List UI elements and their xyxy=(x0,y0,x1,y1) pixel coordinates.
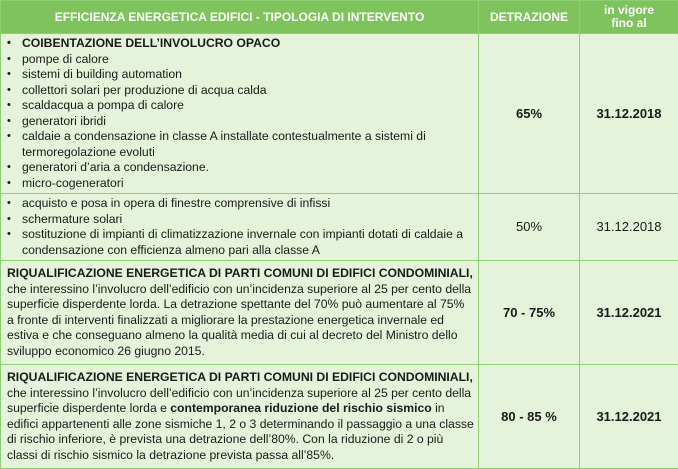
table-row xyxy=(1,34,678,194)
header-deduction: DETRAZIONE xyxy=(479,1,580,34)
valid-until-value: 31.12.2018 xyxy=(580,194,678,261)
header-valid-until xyxy=(580,1,678,34)
deduction-value: 50% xyxy=(479,194,580,261)
intervention-cell xyxy=(1,261,479,365)
intervention-text: in edifici appartenenti alle zone sismiche 1, 2 o 3 determinando il passaggio a una classe di rischio inferiore, è prevista una detrazione dell’80%. Con la riduzione di 2 o più classi di rischio sismico la detrazione prevista passa all’85%. xyxy=(7,401,474,462)
list-item: • micro-cogeneratori xyxy=(7,176,474,192)
table-row xyxy=(1,261,678,365)
intervention-text: che interessino l’involucro dell’edificio con un’incidenza superiore al 25 per cento della superficie disperdente lorda. La detrazione spettante del 70% può aumentare al 75% a fronte di interventi finalizzati a migliorare la prestazione energetica invernale ed estiva e che conseguano almeno la qualità media di cui al decreto del Ministro dello sviluppo economico 26 giugno 2015. xyxy=(7,281,472,358)
deduction-value: 80 - 85 % xyxy=(479,365,580,469)
deduction-value: 70 - 75% xyxy=(479,261,580,365)
intervention-text-emphasis: contemporanea riduzione del rischio sismico xyxy=(170,401,432,415)
intervention-list xyxy=(7,36,474,191)
table-header-row xyxy=(1,1,678,34)
intervention-cell xyxy=(1,365,479,469)
list-item: • COIBENTAZIONE DELL’INVOLUCRO OPACO xyxy=(7,36,474,52)
valid-until-value: 31.12.2018 xyxy=(580,34,678,194)
valid-until-value: 31.12.2021 xyxy=(580,365,678,469)
valid-until-value: 31.12.2021 xyxy=(580,261,678,365)
list-item: • sistemi di building automation xyxy=(7,67,474,83)
intervention-text: che interessino l’involucro dell’edificio con un’incidenza superiore al 25 per cento della superficie disperdente lorda e xyxy=(7,385,472,415)
list-item: • pompe di calore xyxy=(7,52,474,68)
header-intervention-type: EFFICIENZA ENERGETICA EDIFICI - TIPOLOGIA DI INTERVENTO xyxy=(1,1,479,34)
intervention-title: RIQUALIFICAZIONE ENERGETICA DI PARTI COMUNI DI EDIFICI CONDOMINIALI, xyxy=(7,370,473,384)
list-item: • generatori ibridi xyxy=(7,114,474,130)
table-row xyxy=(1,194,678,261)
deduction-value: 65% xyxy=(479,34,580,194)
list-item: • collettori solari per produzione di acqua calda xyxy=(7,83,474,99)
list-item: • caldaie a condensazione in classe A installate contestualmente a sistemi di termoregolazione evoluti xyxy=(7,129,474,160)
table-row xyxy=(1,365,678,469)
list-item: • scaldacqua a pompa di calore xyxy=(7,98,474,114)
header-valid-line1: in vigore xyxy=(603,3,654,17)
list-item: • acquisto e posa in opera di finestre comprensive di infissi xyxy=(7,196,474,212)
intervention-cell xyxy=(1,34,479,194)
list-item: • generatori d’aria a condensazione. xyxy=(7,160,474,176)
list-item: • sostituzione di impianti di climatizzazione invernale con impianti dotati di caldaie a condensazione con efficienza almeno pari alla classe A xyxy=(7,227,474,258)
intervention-title: RIQUALIFICAZIONE ENERGETICA DI PARTI COMUNI DI EDIFICI CONDOMINIALI, xyxy=(7,266,473,280)
intervention-description xyxy=(7,370,474,463)
list-item: • schermature solari xyxy=(7,212,474,228)
header-valid-line2: fino al xyxy=(611,16,647,30)
intervention-cell xyxy=(1,194,479,261)
intervention-list xyxy=(7,196,474,258)
intervention-description xyxy=(7,266,474,359)
